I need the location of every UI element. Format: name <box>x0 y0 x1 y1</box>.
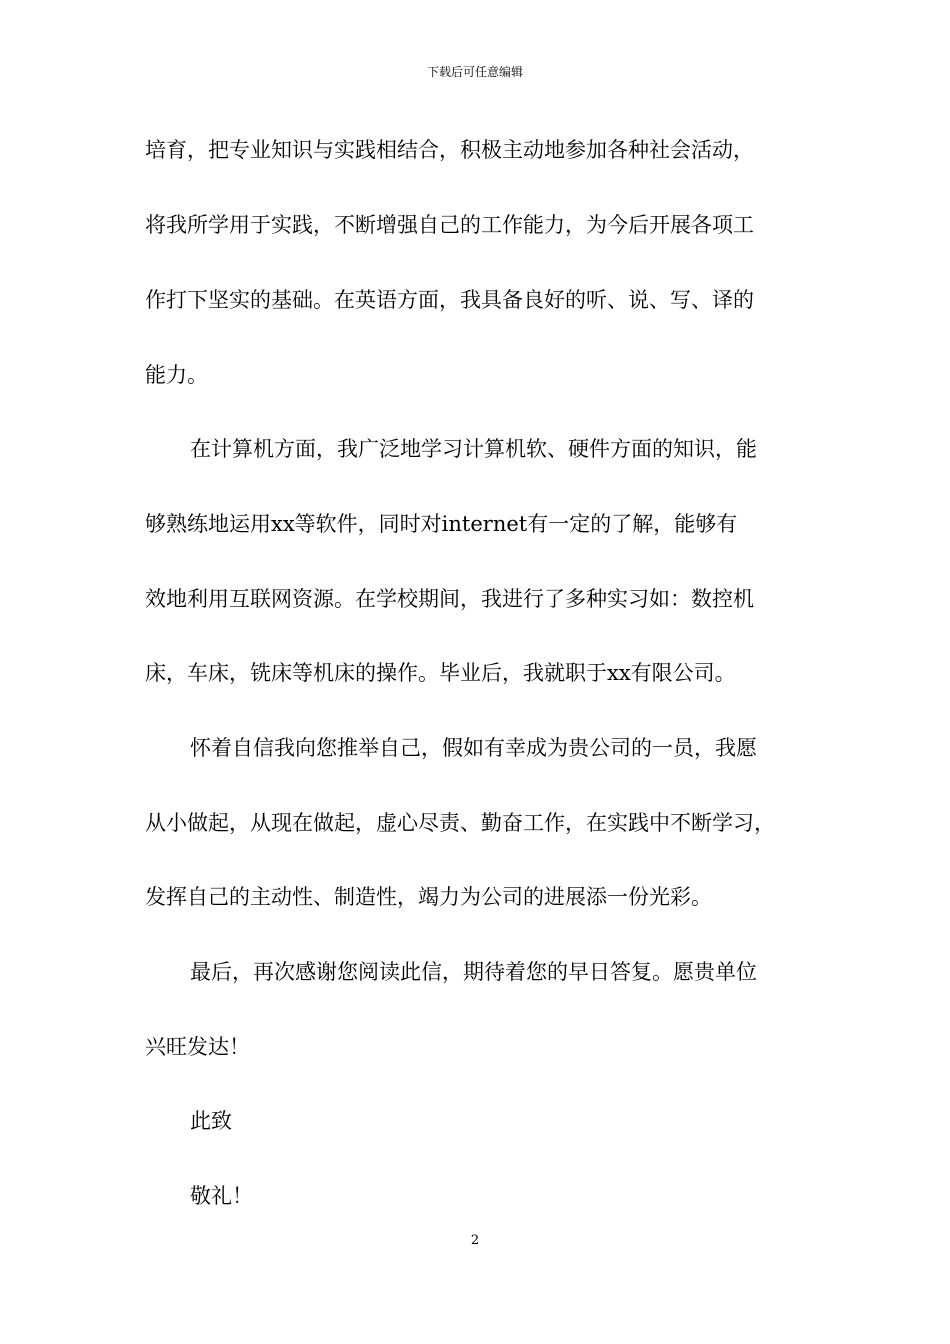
body-text-line: 效地利用互联网资源。在学校期间，我进行了多种实习如：数控机 <box>145 587 754 611</box>
closing-regards: 敬礼！ <box>190 1184 253 1208</box>
body-text-line: 怀着自信我向您推举自己，假如有幸成为贵公司的一员，我愿 <box>190 736 757 760</box>
body-text-line: 最后，再次感谢您阅读此信，期待着您的早日答复。愿贵单位 <box>190 960 757 984</box>
body-text-line: 发挥自己的主动性、制造性，竭力为公司的进展添一份光彩。 <box>145 885 712 909</box>
body-text-line: 将我所学用于实践，不断增强自己的工作能力，为今后开展各项工 <box>145 213 754 237</box>
page-number: 2 <box>470 1233 480 1248</box>
body-text-line: 能力。 <box>145 363 208 387</box>
body-text-line: 作打下坚实的基础。在英语方面，我具备良好的听、说、写、译的 <box>145 288 754 312</box>
body-text-line: 够熟练地运用xx等软件，同时对internet有一定的了解，能够有 <box>145 512 738 536</box>
body-text-line: 培育，把专业知识与实践相结合，积极主动地参加各种社会活动， <box>145 138 754 162</box>
closing-salutation: 此致 <box>190 1109 232 1133</box>
body-text-line: 在计算机方面，我广泛地学习计算机软、硬件方面的知识，能 <box>190 437 757 461</box>
body-text-line: 床，车床，铣床等机床的操作。毕业后，我就职于xx有限公司。 <box>145 661 736 685</box>
body-text-line: 兴旺发达！ <box>145 1035 250 1059</box>
page-header: 下载后可任意编辑 <box>426 65 523 79</box>
body-text-line: 从小做起，从现在做起，虚心尽责、勤奋工作，在实践中不断学习， <box>145 811 775 835</box>
